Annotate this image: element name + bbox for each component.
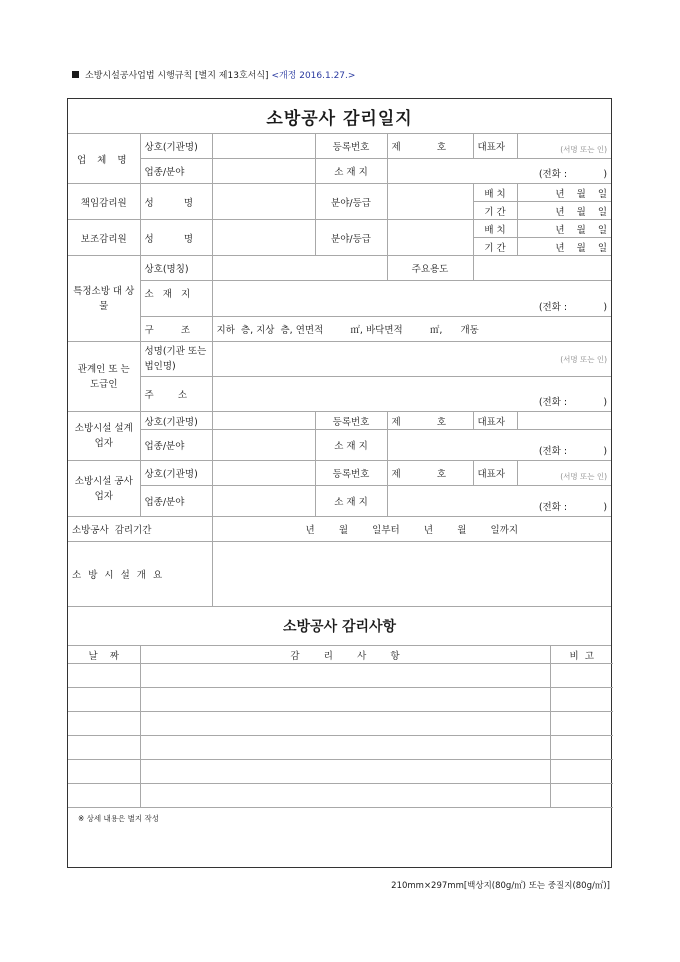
designer-company-label: 상호(기관명)	[140, 412, 212, 430]
log-remark-cell[interactable]	[550, 784, 613, 808]
designer-address-label: 소 재 지	[315, 430, 387, 461]
address-label: 소 재 지	[315, 159, 387, 184]
log-row	[68, 712, 613, 736]
log-item-cell[interactable]	[140, 784, 550, 808]
chief-name-field[interactable]	[212, 184, 315, 220]
industry-field[interactable]	[212, 159, 315, 184]
contractor-rep-label: 대표자	[473, 461, 517, 486]
designer-reg-label: 등록번호	[315, 412, 387, 430]
designer-address-field[interactable]: (전화 : )	[387, 430, 611, 461]
chief-period-label: 기 간	[473, 202, 517, 220]
chief-field-grade-field[interactable]	[387, 184, 473, 220]
log-date-cell[interactable]	[68, 760, 140, 784]
overview-field[interactable]	[212, 542, 611, 607]
chief-assign-label: 배 치	[473, 184, 517, 202]
designer-rep-label: 대표자	[473, 412, 517, 430]
chief-name-label: 성 명	[140, 184, 212, 220]
log-row	[68, 784, 613, 808]
log-row	[68, 688, 613, 712]
log-remark-cell[interactable]	[550, 664, 613, 688]
trade-name-label: 상호(명칭)	[140, 256, 212, 281]
sign-hint: (서명 또는 인)	[560, 145, 608, 154]
party-address-field[interactable]: (전화 : )	[212, 377, 611, 412]
contractor-company-field[interactable]	[212, 461, 315, 486]
chief-field-grade-label: 분야/등급	[315, 184, 387, 220]
period-label: 소방공사 감리기간	[68, 517, 212, 542]
reg-no-label: 등록번호	[315, 134, 387, 159]
contractor-address-label: 소 재 지	[315, 486, 387, 517]
assistant-period-date[interactable]: 년 월 일	[517, 238, 611, 256]
main-use-label: 주요용도	[387, 256, 473, 281]
assistant-assign-label: 배 치	[473, 220, 517, 238]
law-reference: 소방시설공사업법 시행규칙 [별지 제13호서식]	[85, 71, 269, 81]
chief-period-date[interactable]: 년 월 일	[517, 202, 611, 220]
log-date-cell[interactable]	[68, 736, 140, 760]
inspection-log-form	[67, 98, 612, 868]
designer-industry-label: 업종/분야	[140, 430, 212, 461]
revision-date: <개정 2016.1.27.>	[271, 71, 356, 81]
corp-name-label: 성명(기관 또는 법인명)	[140, 342, 212, 377]
log-item-cell[interactable]	[140, 736, 550, 760]
log-remark-cell[interactable]	[550, 760, 613, 784]
party-label: 관계인 또 는 도급인	[68, 342, 140, 412]
assistant-field-grade-label: 분야/등급	[315, 220, 387, 256]
period-field[interactable]: 년 월 일부터 년 월 일까지	[212, 517, 611, 542]
reg-no-field[interactable]: 제 호	[387, 134, 473, 159]
assistant-assign-date[interactable]: 년 월 일	[517, 220, 611, 238]
address-field[interactable]: (전화 : )	[387, 159, 611, 184]
designer-company-field[interactable]	[212, 412, 315, 430]
company-name-field[interactable]	[212, 134, 315, 159]
log-item-cell[interactable]	[140, 760, 550, 784]
log-table	[68, 646, 613, 828]
business-label: 업 체 명	[68, 134, 140, 184]
contractor-reg-field[interactable]: 제 호	[387, 461, 473, 486]
log-date-cell[interactable]	[68, 712, 140, 736]
assistant-name-label: 성 명	[140, 220, 212, 256]
trade-name-field[interactable]	[212, 256, 387, 281]
location-label: 소 재 지	[140, 281, 212, 317]
rep-signature-field[interactable]	[517, 134, 611, 159]
industry-label: 업종/분야	[140, 159, 212, 184]
log-item-cell[interactable]	[140, 664, 550, 688]
structure-label: 구 조	[140, 317, 212, 342]
form-header	[72, 68, 355, 81]
sign-hint: (서명 또는 인)	[560, 354, 608, 364]
log-header-items: 감 리 사 항	[140, 646, 550, 664]
log-header-date: 날 짜	[68, 646, 140, 664]
company-name-label: 상호(기관명)	[140, 134, 212, 159]
assistant-name-field[interactable]	[212, 220, 315, 256]
overview-label: 소 방 시 설 개 요	[68, 542, 212, 607]
location-field[interactable]: (전화 : )	[212, 281, 611, 317]
sign-hint: (서명 또는 인)	[560, 472, 608, 481]
log-remark-cell[interactable]	[550, 688, 613, 712]
log-row	[68, 664, 613, 688]
target-label: 특정소방 대 상 물	[68, 256, 140, 342]
main-use-field[interactable]	[473, 256, 611, 281]
contractor-label: 소방시설 공사업자	[68, 461, 140, 517]
log-date-cell[interactable]	[68, 784, 140, 808]
form-table	[68, 99, 611, 646]
detail-note: ※ 상세 내용은 별지 작성	[68, 808, 613, 829]
contractor-address-field[interactable]: (전화 : )	[387, 486, 611, 517]
assistant-period-label: 기 간	[473, 238, 517, 256]
section-title: 소방공사 감리사항	[68, 607, 611, 646]
log-item-cell[interactable]	[140, 688, 550, 712]
log-row	[68, 736, 613, 760]
contractor-industry-label: 업종/분야	[140, 486, 212, 517]
contractor-industry-field[interactable]	[212, 486, 315, 517]
chief-label: 책임감리원	[68, 184, 140, 220]
log-remark-cell[interactable]	[550, 736, 613, 760]
contractor-rep-field[interactable]	[517, 461, 611, 486]
designer-rep-field[interactable]	[517, 412, 611, 430]
log-row	[68, 760, 613, 784]
paper-spec: 210mm×297mm[백상지(80g/㎡) 또는 중질지(80g/㎡)]	[391, 881, 610, 891]
corp-name-field[interactable]	[212, 342, 611, 377]
structure-field[interactable]: 지하 층, 지상 층, 연면적 ㎡, 바닥면적 ㎡, 개동	[212, 317, 611, 342]
rep-label: 대표자	[473, 134, 517, 159]
assistant-field-grade-field[interactable]	[387, 220, 473, 256]
contractor-reg-label: 등록번호	[315, 461, 387, 486]
assistant-label: 보조감리원	[68, 220, 140, 256]
designer-label: 소방시설 설계업자	[68, 412, 140, 461]
designer-industry-field[interactable]	[212, 430, 315, 461]
party-address-label: 주 소	[140, 377, 212, 412]
log-header-remarks: 비 고	[550, 646, 613, 664]
designer-reg-field[interactable]: 제 호	[387, 412, 473, 430]
log-date-cell[interactable]	[68, 664, 140, 688]
square-bullet-icon	[72, 71, 79, 78]
log-date-cell[interactable]	[68, 688, 140, 712]
form-title: 소방공사 감리일지	[68, 99, 611, 134]
chief-assign-date[interactable]: 년 월 일	[517, 184, 611, 202]
log-item-cell[interactable]	[140, 712, 550, 736]
contractor-company-label: 상호(기관명)	[140, 461, 212, 486]
log-remark-cell[interactable]	[550, 712, 613, 736]
